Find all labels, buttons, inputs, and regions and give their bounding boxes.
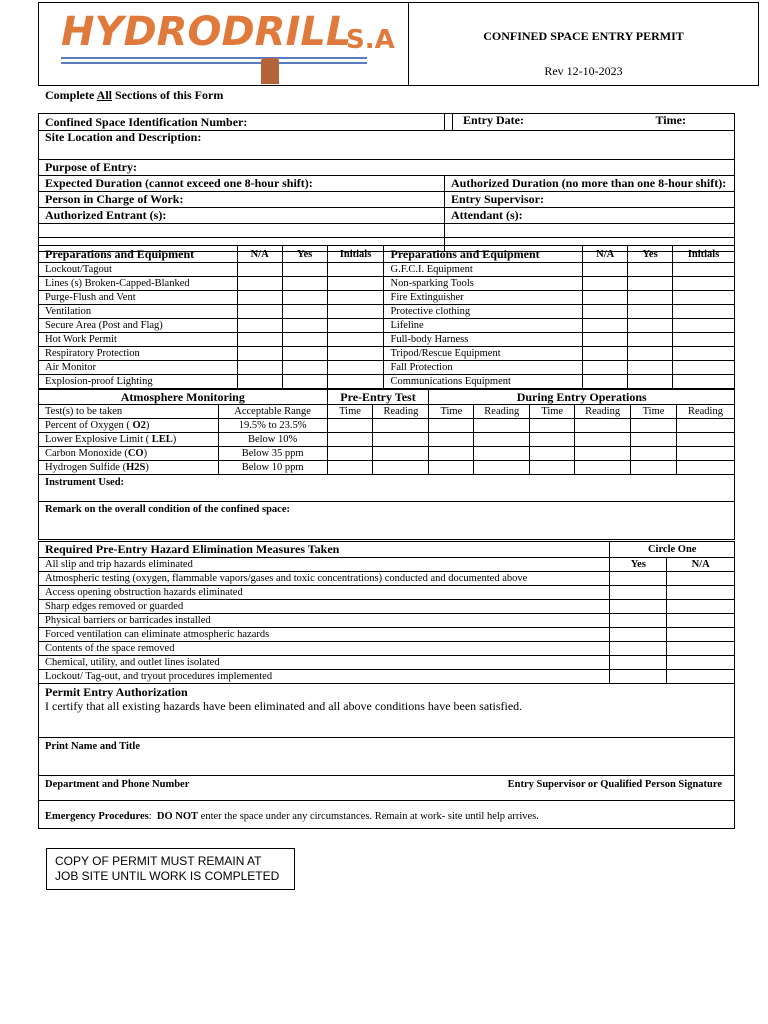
authorized-entrants-field[interactable]: Authorized Entrant (s): (39, 208, 445, 224)
remark-field[interactable]: Remark on the overall condition of the confined space: (39, 502, 735, 540)
reading-cell[interactable] (530, 447, 575, 461)
prep-yes-cell[interactable] (628, 375, 673, 389)
test-range: Below 35 ppm (218, 447, 327, 461)
general-info-table (38, 113, 735, 252)
col-time: Time (429, 405, 474, 419)
prep-yes-cell[interactable] (282, 263, 327, 277)
prep-item: Communications Equipment (384, 375, 583, 389)
instrument-used-field[interactable]: Instrument Used: (39, 475, 735, 502)
pre-entry-heading: Pre-Entry Test (327, 390, 429, 405)
test-range: Below 10 ppm (218, 461, 327, 475)
entry-date-label: Entry Date: (463, 113, 524, 127)
test-name: Lower Explosive Limit ( LEL) (39, 433, 219, 447)
prep-yes-cell[interactable] (628, 319, 673, 333)
col-time: Time (530, 405, 575, 419)
logo-brand-text: HYDRODRILL (61, 9, 352, 55)
prep-initials-cell[interactable] (673, 305, 735, 319)
prep-item: Ventilation (39, 305, 238, 319)
prep-na-cell[interactable] (237, 319, 282, 333)
emergency-procedures: Emergency Procedures: DO NOT enter the space under any circumstances. Remain at work- site until help arrives. (39, 801, 735, 829)
prep-initials-cell[interactable] (327, 277, 384, 291)
authorization-table (38, 683, 735, 829)
reading-cell[interactable] (676, 447, 734, 461)
reading-cell[interactable] (474, 433, 530, 447)
hazard-yes-cell[interactable] (610, 670, 667, 684)
preparations-table (38, 245, 735, 389)
prep-initials-cell[interactable] (673, 263, 735, 277)
circle-one-label: Circle One (610, 542, 735, 558)
print-name-field[interactable]: Print Name and Title (39, 738, 735, 776)
hazard-item: Forced ventilation can eliminate atmospheric hazards (39, 628, 610, 642)
col-reading: Reading (575, 405, 631, 419)
hazard-yes-cell[interactable] (610, 586, 667, 600)
hazard-yes-header: Yes (610, 558, 667, 572)
reading-cell[interactable] (575, 461, 631, 475)
hazard-yes-cell[interactable] (610, 572, 667, 586)
prep-yes-cell[interactable] (628, 305, 673, 319)
col-reading: Reading (373, 405, 429, 419)
signature-label: Entry Supervisor or Qualified Person Signature (507, 779, 722, 790)
department-label: Department and Phone Number (45, 779, 190, 790)
prep-initials-cell[interactable] (673, 333, 735, 347)
prep-item: Lockout/Tagout (39, 263, 238, 277)
logo-suffix-text: S.A (346, 25, 395, 55)
prep-item: G.F.C.I. Equipment (384, 263, 583, 277)
entry-date-time-field[interactable] (445, 114, 735, 131)
reading-cell[interactable] (373, 433, 429, 447)
prep-na-cell[interactable] (237, 305, 282, 319)
prep-heading-left: Preparations and Equipment (39, 246, 238, 263)
prep-na-cell[interactable] (583, 319, 628, 333)
hazard-na-cell[interactable] (667, 572, 735, 586)
prep-yes-cell[interactable] (282, 347, 327, 361)
prep-na-cell[interactable] (237, 277, 282, 291)
reading-cell[interactable] (429, 433, 474, 447)
hazard-yes-cell[interactable] (610, 600, 667, 614)
col-initials: Initials (327, 246, 384, 263)
prep-na-cell[interactable] (583, 347, 628, 361)
time-label: Time: (655, 113, 686, 127)
hazard-yes-cell[interactable] (610, 628, 667, 642)
test-range: Below 10% (218, 433, 327, 447)
prep-initials-cell[interactable] (327, 375, 384, 389)
prep-na-cell[interactable] (237, 291, 282, 305)
col-reading: Reading (474, 405, 530, 419)
form-title: CONFINED SPACE ENTRY PERMIT (483, 29, 684, 43)
hazard-yes-cell[interactable] (610, 656, 667, 670)
person-in-charge-field[interactable]: Person in Charge of Work: (39, 192, 445, 208)
reading-cell[interactable] (676, 461, 734, 475)
reading-cell[interactable] (327, 461, 373, 475)
prep-initials-cell[interactable] (327, 319, 384, 333)
prep-item: Full-body Harness (384, 333, 583, 347)
prep-item: Tripod/Rescue Equipment (384, 347, 583, 361)
prep-yes-cell[interactable] (628, 347, 673, 361)
logo-underline (61, 57, 367, 67)
prep-na-cell[interactable] (583, 305, 628, 319)
prep-item: Secure Area (Post and Flag) (39, 319, 238, 333)
reading-cell[interactable] (676, 419, 734, 433)
reading-cell[interactable] (474, 419, 530, 433)
hazard-na-cell[interactable] (667, 670, 735, 684)
prep-initials-cell[interactable] (327, 305, 384, 319)
prep-item: Fall Protection (384, 361, 583, 375)
drill-icon (261, 58, 279, 84)
prep-na-cell[interactable] (583, 361, 628, 375)
test-name: Carbon Monoxide (CO) (39, 447, 219, 461)
test-name: Hydrogen Sulfide (H2S) (39, 461, 219, 475)
prep-yes-cell[interactable] (628, 291, 673, 305)
col-yes: Yes (282, 246, 327, 263)
during-entry-heading: During Entry Operations (429, 390, 735, 405)
col-test: Test(s) to be taken (39, 405, 219, 419)
purpose-field[interactable]: Purpose of Entry: (39, 160, 735, 176)
attendants-line[interactable] (445, 224, 735, 238)
hazard-na-cell[interactable] (667, 656, 735, 670)
hazard-heading: Required Pre-Entry Hazard Elimination Measures Taken (39, 542, 610, 558)
prep-yes-cell[interactable] (628, 277, 673, 291)
form-header (38, 2, 759, 86)
authorization-statement: I certify that all existing hazards have been eliminated and all above conditions have been satisfied. (45, 699, 523, 713)
reading-cell[interactable] (575, 433, 631, 447)
prep-yes-cell[interactable] (282, 305, 327, 319)
hazard-item: Physical barriers or barricades installed (39, 614, 610, 628)
prep-na-cell[interactable] (583, 375, 628, 389)
prep-item: Hot Work Permit (39, 333, 238, 347)
site-location-field[interactable]: Site Location and Description: (39, 131, 735, 160)
department-signature-row[interactable] (39, 776, 735, 801)
prep-yes-cell[interactable] (282, 375, 327, 389)
prep-initials-cell[interactable] (673, 319, 735, 333)
revision-label: Rev 12-10-2023 (544, 64, 623, 78)
hazard-item: Contents of the space removed (39, 642, 610, 656)
hazard-na-cell[interactable] (667, 642, 735, 656)
hazard-item: Chemical, utility, and outlet lines isolated (39, 656, 610, 670)
reading-cell[interactable] (631, 447, 677, 461)
reading-cell[interactable] (676, 433, 734, 447)
prep-na-cell[interactable] (583, 277, 628, 291)
entry-supervisor-field[interactable]: Entry Supervisor: (445, 192, 735, 208)
prep-item: Protective clothing (384, 305, 583, 319)
reading-cell[interactable] (373, 419, 429, 433)
col-range: Acceptable Range (218, 405, 327, 419)
prep-initials-cell[interactable] (327, 291, 384, 305)
prep-na-cell[interactable] (237, 333, 282, 347)
reading-cell[interactable] (530, 461, 575, 475)
test-name: Percent of Oxygen ( O2) (39, 419, 219, 433)
reading-cell[interactable] (373, 447, 429, 461)
hazard-na-cell[interactable] (667, 614, 735, 628)
form-instruction: Complete All Sections of this Form (45, 88, 224, 102)
reading-cell[interactable] (575, 419, 631, 433)
hazard-item: Lockout/ Tag-out, and tryout procedures implemented (39, 670, 610, 684)
authorization-heading: Permit Entry Authorization (45, 685, 188, 699)
hazard-item: Sharp edges removed or guarded (39, 600, 610, 614)
prep-initials-cell[interactable] (673, 277, 735, 291)
col-time: Time (327, 405, 373, 419)
atmosphere-table (38, 389, 735, 540)
hazard-na-cell[interactable] (667, 600, 735, 614)
hazard-na-header: N/A (667, 558, 735, 572)
attendants-field[interactable]: Attendant (s): (445, 208, 735, 224)
prep-na-cell[interactable] (583, 291, 628, 305)
prep-yes-cell[interactable] (282, 277, 327, 291)
prep-na-cell[interactable] (237, 361, 282, 375)
reading-cell[interactable] (631, 419, 677, 433)
reading-cell[interactable] (429, 419, 474, 433)
prep-item: Respiratory Protection (39, 347, 238, 361)
prep-initials-cell[interactable] (327, 347, 384, 361)
prep-initials-cell[interactable] (327, 361, 384, 375)
reading-cell[interactable] (327, 433, 373, 447)
prep-item: Non-sparking Tools (384, 277, 583, 291)
reading-cell[interactable] (530, 419, 575, 433)
prep-initials-cell[interactable] (673, 291, 735, 305)
copy-notice: COPY OF PERMIT MUST REMAIN AT JOB SITE UNTIL WORK IS COMPLETED (46, 848, 295, 890)
company-logo (39, 3, 409, 85)
reading-cell[interactable] (327, 419, 373, 433)
hazard-table (38, 541, 735, 684)
entrants-line[interactable] (39, 224, 445, 238)
prep-initials-cell[interactable] (673, 347, 735, 361)
expected-duration-field[interactable]: Expected Duration (cannot exceed one 8-hour shift): (39, 176, 445, 192)
hazard-item: All slip and trip hazards eliminated (39, 558, 610, 572)
col-initials: Initials (673, 246, 735, 263)
prep-yes-cell[interactable] (282, 291, 327, 305)
hazard-na-cell[interactable] (667, 628, 735, 642)
prep-yes-cell[interactable] (282, 333, 327, 347)
reading-cell[interactable] (575, 447, 631, 461)
reading-cell[interactable] (429, 461, 474, 475)
prep-item: Explosion-proof Lighting (39, 375, 238, 389)
prep-na-cell[interactable] (583, 333, 628, 347)
hazard-yes-cell[interactable] (610, 642, 667, 656)
atmosphere-heading: Atmosphere Monitoring (39, 390, 328, 405)
reading-cell[interactable] (373, 461, 429, 475)
test-range: 19.5% to 23.5% (218, 419, 327, 433)
prep-yes-cell[interactable] (282, 319, 327, 333)
prep-yes-cell[interactable] (628, 361, 673, 375)
prep-na-cell[interactable] (237, 347, 282, 361)
prep-heading-right: Preparations and Equipment (384, 246, 583, 263)
reading-cell[interactable] (530, 433, 575, 447)
col-yes: Yes (628, 246, 673, 263)
prep-initials-cell[interactable] (327, 333, 384, 347)
prep-yes-cell[interactable] (628, 333, 673, 347)
title-box (409, 3, 758, 85)
prep-item: Air Monitor (39, 361, 238, 375)
prep-na-cell[interactable] (583, 263, 628, 277)
reading-cell[interactable] (474, 447, 530, 461)
prep-item: Lifeline (384, 319, 583, 333)
col-na: N/A (237, 246, 282, 263)
prep-yes-cell[interactable] (628, 263, 673, 277)
reading-cell[interactable] (474, 461, 530, 475)
prep-item: Lines (s) Broken-Capped-Blanked (39, 277, 238, 291)
prep-initials-cell[interactable] (673, 361, 735, 375)
reading-cell[interactable] (631, 461, 677, 475)
hazard-item: Access opening obstruction hazards eliminated (39, 586, 610, 600)
prep-na-cell[interactable] (237, 375, 282, 389)
hazard-yes-cell[interactable] (610, 614, 667, 628)
reading-cell[interactable] (429, 447, 474, 461)
prep-initials-cell[interactable] (673, 375, 735, 389)
col-time: Time (631, 405, 677, 419)
hazard-na-cell[interactable] (667, 586, 735, 600)
id-number-field[interactable]: Confined Space Identification Number: (39, 114, 445, 131)
col-reading: Reading (676, 405, 734, 419)
hazard-item: Atmospheric testing (oxygen, flammable vapors/gases and toxic concentrations) conducted and documented above (39, 572, 610, 586)
col-na: N/A (583, 246, 628, 263)
prep-yes-cell[interactable] (282, 361, 327, 375)
reading-cell[interactable] (327, 447, 373, 461)
prep-initials-cell[interactable] (327, 263, 384, 277)
prep-item: Fire Extinguisher (384, 291, 583, 305)
authorization-section (39, 684, 735, 738)
prep-na-cell[interactable] (237, 263, 282, 277)
prep-item: Purge-Flush and Vent (39, 291, 238, 305)
reading-cell[interactable] (631, 433, 677, 447)
authorized-duration-field[interactable]: Authorized Duration (no more than one 8-hour shift): (445, 176, 735, 192)
